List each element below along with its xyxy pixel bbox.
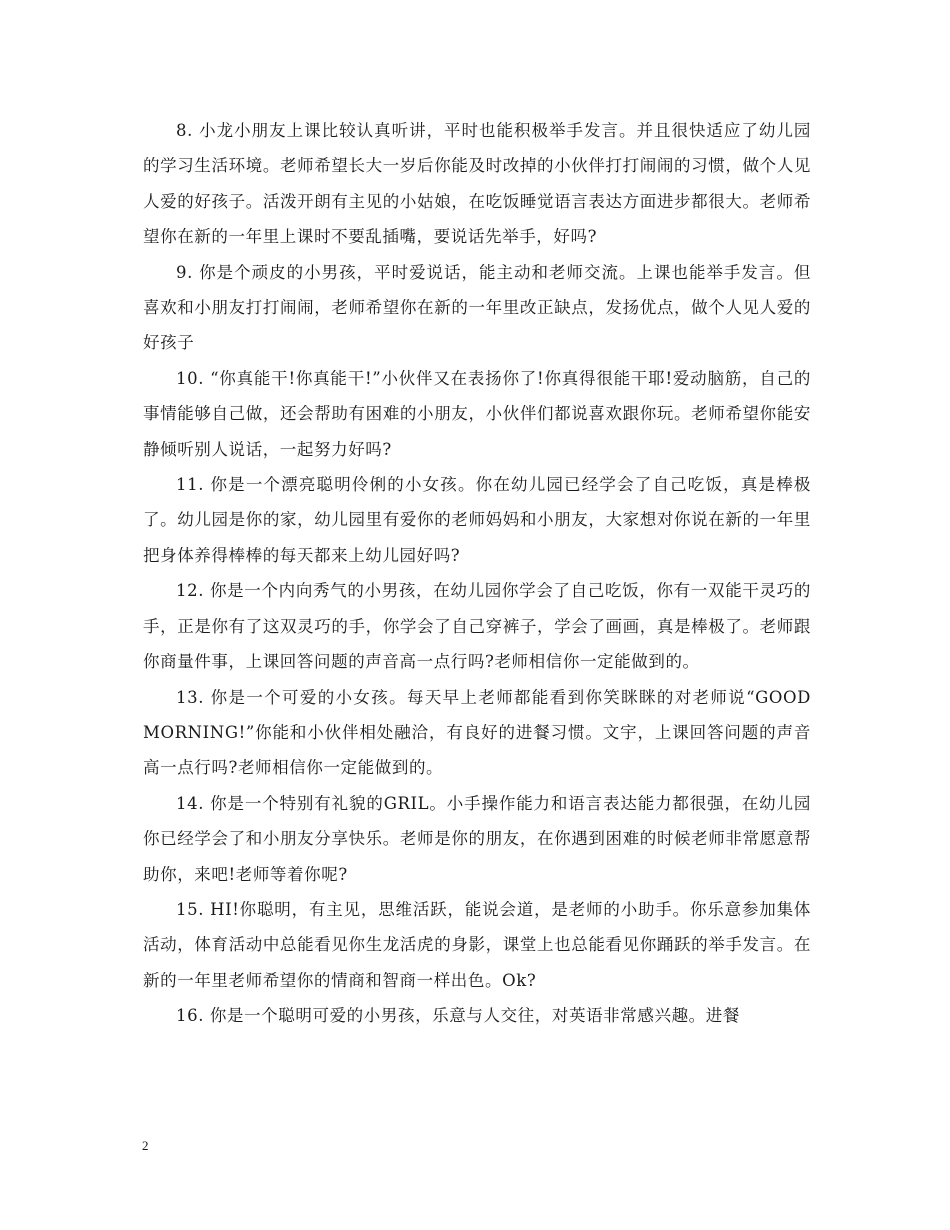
paragraph-11: 11. 你是一个漂亮聪明伶俐的小女孩。你在幼儿园已经学会了自己吃饭，真是棒极了。幼儿园是你的家，幼儿园里有爱你的老师妈妈和小朋友，大家想对你说在新的一年里把身体养得棒棒的每天都来上幼儿园好吗? <box>143 475 811 565</box>
paragraph-15: 15. HI!你聪明，有主见，思维活跃，能说会道，是老师的小助手。你乐意参加集体活动，体育活动中总能看见你生龙活虎的身影，课堂上也总能看见你踊跃的举手发言。在新的一年里老师希望你的情商和智商一样出色。Ok? <box>143 899 811 990</box>
paragraph-10: 10. “你真能干!你真能干!”小伙伴又在表扬你了!你真得很能干耶!爱动脑筋，自己的事情能够自己做，还会帮助有困难的小朋友，小伙伴们都说喜欢跟你玩。老师希望你能安静倾听别人说话，一起努力好吗? <box>143 368 811 459</box>
page-number: 2 <box>142 1138 149 1153</box>
paragraph-12: 12. 你是一个内向秀气的小男孩，在幼儿园你学会了自己吃饭，你有一双能干灵巧的手，正是你有了这双灵巧的手，你学会了自己穿裤子，学会了画画，真是棒极了。老师跟你商量件事，上课回答问题的声音高一点行吗?老师相信你一定能做到的。 <box>143 581 811 672</box>
paragraph-9: 9. 你是个顽皮的小男孩，平时爱说话，能主动和老师交流。上课也能举手发言。但喜欢和小朋友打打闹闹，老师希望你在新的一年里改正缺点，发扬优点，做个人见人爱的好孩子 <box>143 262 811 353</box>
paragraph-8: 8. 小龙小朋友上课比较认真听讲，平时也能积极举手发言。并且很快适应了幼儿园的学习生活环境。老师希望长大一岁后你能及时改掉的小伙伴打打闹闹的习惯，做个人见人爱的好孩子。活泼开朗有主见的小姑娘，在吃饭睡觉语言表达方面进步都很大。老师希望你在新的一年里上课时不要乱插嘴，要说话先举手，好吗? <box>143 121 811 247</box>
document-body <box>143 113 811 1034</box>
paragraph-16: 16. 你是一个聪明可爱的小男孩，乐意与人交往，对英语非常感兴趣。进餐 <box>176 1006 740 1026</box>
paragraph-14: 14. 你是一个特别有礼貌的GRIL。小手操作能力和语言表达能力都很强，在幼儿园你已经学会了和小朋友分享快乐。老师是你的朋友，在你遇到困难的时候老师非常愿意帮助你，来吧!老师等着你呢? <box>143 793 811 884</box>
paragraph-13: 13. 你是一个可爱的小女孩。每天早上老师都能看到你笑眯眯的对老师说“GOOD MORNING!”你能和小伙伴相处融洽，有良好的进餐习惯。文宇，上课回答问题的声音高一点行吗?老师相信你一定能做到的。 <box>143 687 811 778</box>
